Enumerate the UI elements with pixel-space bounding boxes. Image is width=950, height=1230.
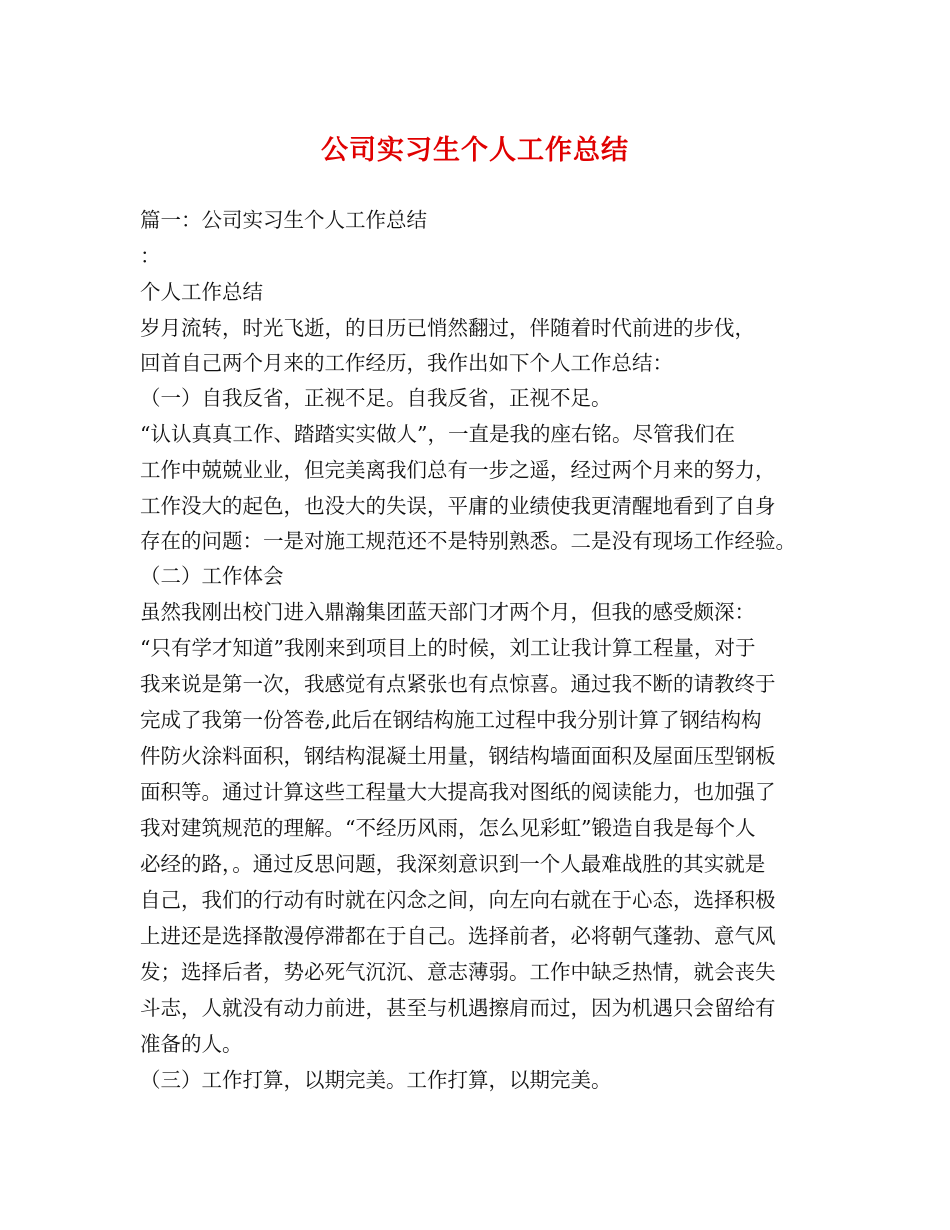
text-line: 必经的路，。通过反思问题，我深刻意识到一个人最难战胜的其实就是	[140, 852, 766, 876]
text-line: （一）自我反省，正视不足。自我反省，正视不足。	[140, 386, 612, 410]
text-line: （二）工作体会	[140, 564, 284, 588]
text-line: “认认真真工作、踏踏实实做人”，一直是我的座右铭。尽管我们在	[140, 422, 735, 446]
text-line: 斗志，人就没有动力前进，甚至与机遇擦肩而过，因为机遇只会留给有	[140, 996, 776, 1020]
text-line: 自己，我们的行动有时就在闪念之间，向左向右就在于心态，选择积极	[140, 888, 776, 912]
text-line: 个人工作总结	[140, 280, 263, 304]
document-title: 公司实习生个人工作总结	[321, 135, 629, 166]
text-line: 工作没大的起色，也没大的失误，平庸的业绩使我更清醒地看到了自身	[140, 494, 776, 518]
text-line: 工作中兢兢业业，但完美离我们总有一步之遥，经过两个月来的努力，	[140, 458, 776, 482]
text-line: 完成了我第一份答卷,此后在钢结构施工过程中我分别计算了钢结构构	[140, 708, 762, 732]
text-line: 存在的问题：一是对施工规范还不是特别熟悉。二是没有现场工作经验。	[140, 529, 796, 553]
text-line: 我来说是第一次，我感觉有点紧张也有点惊喜。通过我不断的请教终于	[140, 672, 776, 696]
text-line: 发；选择后者，势必死气沉沉、意志薄弱。工作中缺乏热情，就会丧失	[140, 960, 776, 984]
text-line: ：	[140, 244, 161, 268]
text-line: 篇一：公司实习生个人工作总结	[140, 208, 427, 232]
text-line: 虽然我刚出校门进入鼎瀚集团蓝天部门才两个月，但我的感受颇深：	[140, 600, 755, 624]
text-line: 我对建筑规范的理解。“不经历风雨，怎么见彩虹”锻造自我是每个人	[140, 816, 756, 840]
text-line: “只有学才知道”我刚来到项目上的时候，刘工让我计算工程量，对于	[140, 636, 756, 660]
text-line: 岁月流转，时光飞逝，的日历已悄然翻过，伴随着时代前进的步伐，	[140, 316, 755, 340]
text-line: 准备的人。	[140, 1032, 243, 1056]
text-line: 面积等。通过计算这些工程量大大提高我对图纸的阅读能力，也加强了	[140, 780, 776, 804]
text-line: （三）工作打算，以期完美。工作打算，以期完美。	[140, 1068, 612, 1092]
text-line: 回首自己两个月来的工作经历，我作出如下个人工作总结：	[140, 351, 673, 375]
text-line: 件防火涂料面积，钢结构混凝土用量，钢结构墙面面积及屋面压型钢板	[140, 744, 776, 768]
text-line: 上进还是选择散漫停滞都在于自己。选择前者，必将朝气蓬勃、意气风	[140, 924, 776, 948]
